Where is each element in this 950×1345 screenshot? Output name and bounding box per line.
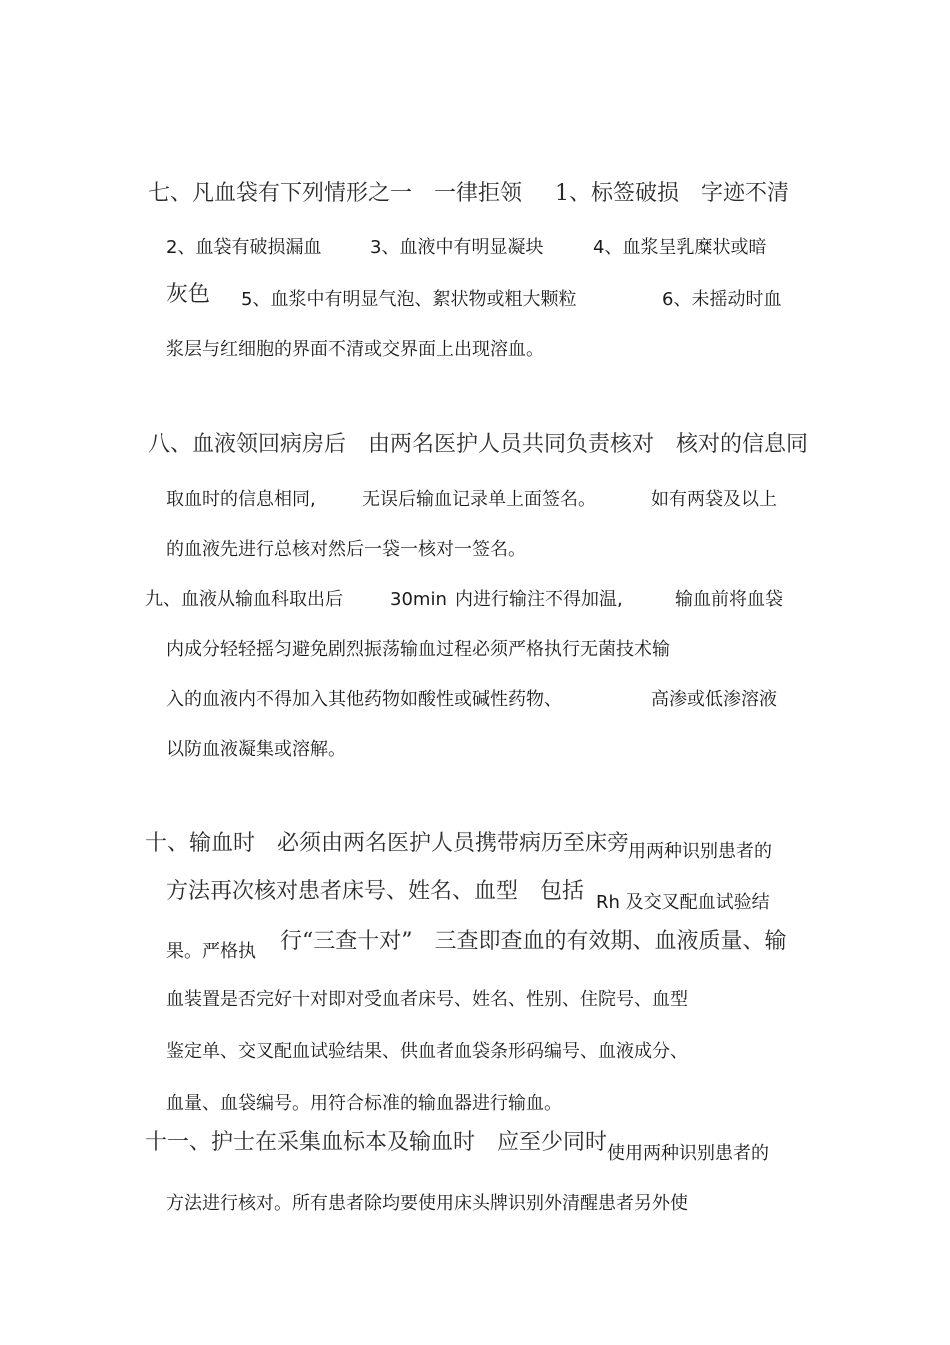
section-10-line-4: 血装置是否完好十对即对受血者床号、姓名、性别、住院号、血型 bbox=[166, 989, 688, 1010]
section-10-line-6: 血量、血袋编号。用符合标准的输血器进行输血。 bbox=[166, 1093, 562, 1114]
section-7-item-3: 3、血液中有明显凝块 bbox=[370, 237, 544, 258]
section-8-line-2b: 无误后输血记录单上面签名。 bbox=[362, 489, 596, 510]
section-7-item-1: 1、标签破损 字迹不清 bbox=[555, 181, 789, 206]
section-9-line-1d: 输血前将血袋 bbox=[675, 589, 783, 610]
section-10-line-2a: 方法再次核对患者床号、姓名、血型 包括 bbox=[166, 879, 585, 904]
section-11-line-1b: 使用两种识别患者的 bbox=[607, 1143, 769, 1164]
section-9-line-1b: 30min bbox=[390, 589, 447, 610]
section-7-item-4-cont: 灰色 bbox=[166, 282, 211, 307]
section-9-line-3b: 高渗或低渗溶液 bbox=[651, 689, 777, 710]
section-8-line-2a: 取血时的信息相同, bbox=[166, 489, 316, 510]
section-9-line-4: 以防血液凝集或溶解。 bbox=[166, 739, 346, 760]
section-10-line-3a: 果。严格执 bbox=[166, 941, 256, 962]
section-7-item-5: 5、血浆中有明显气泡、絮状物或粗大颗粒 bbox=[241, 289, 577, 310]
section-8-heading: 八、血液领回病房后 由两名医护人员共同负责核对 核对的信息同 bbox=[148, 432, 809, 457]
section-7-item-2: 2、血袋有破损漏血 bbox=[166, 237, 322, 258]
section-7-item-6-cont: 浆层与红细胞的界面不清或交界面上出现溶血。 bbox=[166, 339, 544, 360]
section-7-item-4: 4、血浆呈乳糜状或暗 bbox=[593, 237, 767, 258]
section-10-line-2b: Rh 及交叉配血试验结 bbox=[596, 892, 770, 913]
section-11-line-2: 方法进行核对。所有患者除均要使用床头牌识别外清醒患者另外使 bbox=[166, 1193, 688, 1214]
section-11-line-1a: 十一、护士在采集血标本及输血时 应至少同时 bbox=[145, 1130, 608, 1155]
section-9-line-1a: 九、血液从输血科取出后 bbox=[145, 589, 343, 610]
section-9-line-3a: 入的血液内不得加入其他药物如酸性或碱性药物、 bbox=[166, 689, 562, 710]
section-8-line-2c: 如有两袋及以上 bbox=[651, 489, 777, 510]
section-10-line-1b: 用两种识别患者的 bbox=[628, 841, 772, 862]
section-10-line-5: 鉴定单、交叉配血试验结果、供血者血袋条形码编号、血液成分、 bbox=[166, 1041, 688, 1062]
section-9-line-1c: 内进行输注不得加温, bbox=[455, 589, 623, 610]
section-10-line-1a: 十、输血时 必须由两名医护人员携带病历至床旁 bbox=[145, 831, 630, 856]
section-7-heading: 七、凡血袋有下列情形之一 一律拒领 bbox=[148, 181, 523, 206]
section-8-line-3: 的血液先进行总核对然后一袋一核对一签名。 bbox=[166, 539, 526, 560]
section-7-item-6: 6、未摇动时血 bbox=[662, 289, 782, 310]
section-10-line-3b: 行“三查十对” 三查即查血的有效期、血液质量、输 bbox=[280, 929, 787, 954]
section-9-line-2: 内成分轻轻摇匀避免剧烈振荡输血过程必须严格执行无菌技术输 bbox=[166, 639, 670, 660]
